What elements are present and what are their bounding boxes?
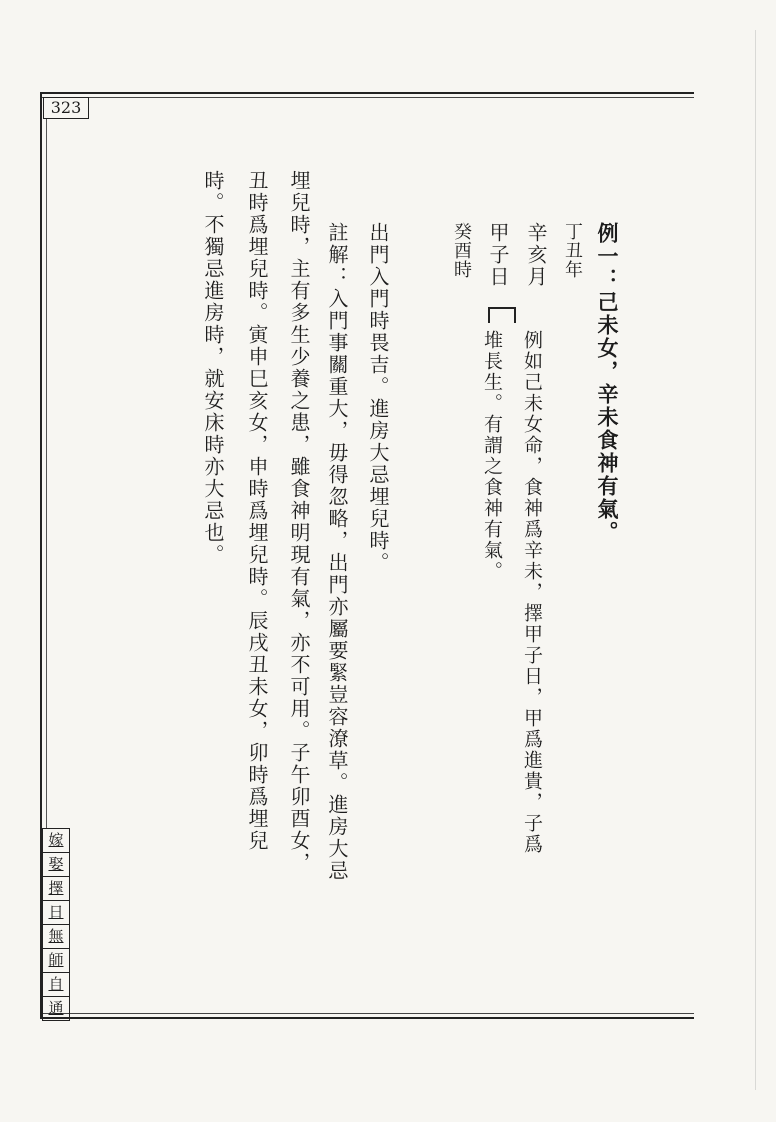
note-bracket	[488, 307, 516, 323]
top-rule-thin	[40, 97, 694, 98]
year-pillar: 丁丑年	[562, 222, 583, 279]
hour-pillar: 癸酉時	[451, 222, 472, 279]
book-title-char: 師	[42, 949, 70, 973]
explanation-line-3: 丑時爲埋兒時。寅申巳亥女，申時爲埋兒時。辰戌丑未女，卯時爲埋兒	[245, 170, 269, 852]
note-line-1: 例如己未女命，食神爲辛未，擇甲子日，甲爲進貴，子爲	[521, 330, 543, 855]
top-rule	[40, 92, 694, 94]
bottom-rule	[40, 1017, 694, 1019]
example-heading: 例一：己未女，辛未食神有氣。	[595, 222, 620, 544]
note-line-2: 堆長生。有謂之食神有氣。	[481, 330, 503, 582]
scan-edge	[755, 30, 756, 1090]
book-title-char: 通	[42, 997, 70, 1021]
left-rule-inner	[46, 118, 47, 828]
explanation-line-1: 註解：入門事關重大，毋得忽略，出門亦屬要緊豈容潦草。進房大忌	[325, 222, 349, 882]
book-title-char: 無	[42, 925, 70, 949]
page-number: 323	[43, 97, 89, 119]
book-title-char: 嫁	[42, 828, 70, 853]
bottom-rule-thin	[40, 1013, 694, 1014]
explanation-line-4: 時。不獨忌進房時，就安床時亦大忌也。	[201, 170, 225, 566]
book-title-char: 娶	[42, 853, 70, 877]
book-title-char: 自	[42, 973, 70, 997]
book-title-char: 擇	[42, 877, 70, 901]
explanation-line-2: 埋兒時，主有多生少養之患，雖食神明現有氣，亦不可用。子午卯酉女，	[287, 170, 311, 874]
book-title	[42, 828, 70, 1017]
month-pillar: 辛亥月	[524, 222, 548, 288]
book-title-char: 日	[42, 901, 70, 925]
day-pillar: 甲子日	[486, 222, 510, 288]
rule-line: 出門入門時畏吉。進房大忌埋兒時。	[366, 222, 390, 574]
